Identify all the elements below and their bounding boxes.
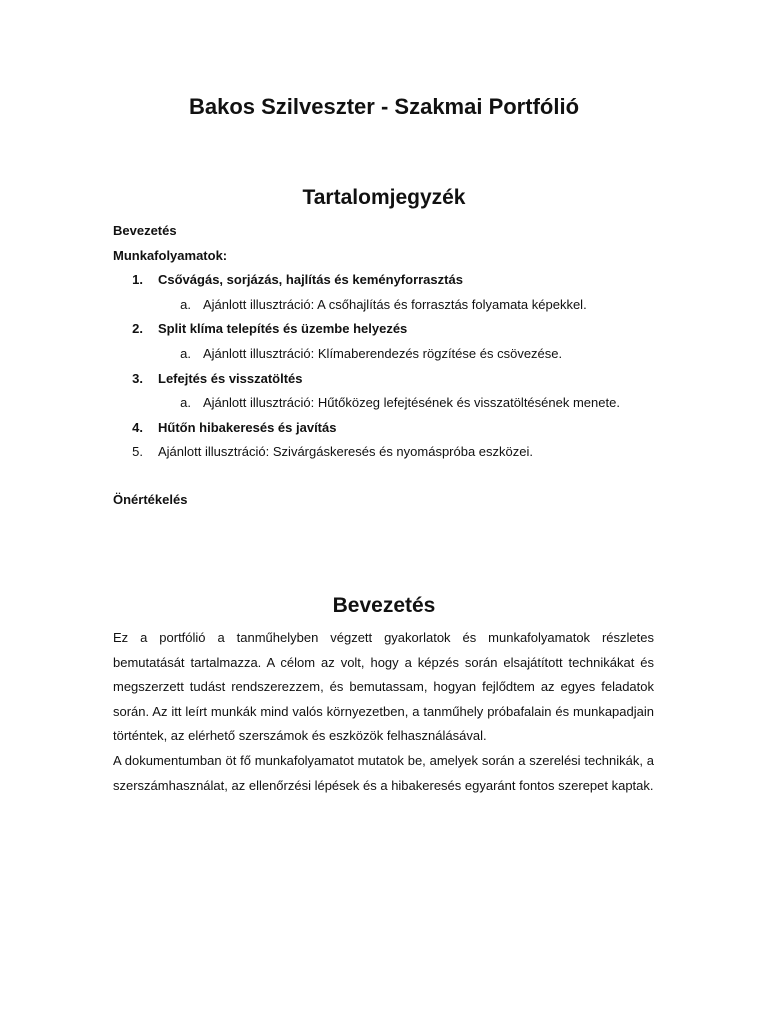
toc-item-number: 5. <box>132 444 143 460</box>
toc-item-text: Csővágás, sorjázás, hajlítás és keményforrasztás <box>158 272 463 288</box>
toc-entry-self-evaluation[interactable] <box>113 488 187 512</box>
toc-item-text: Lefejtés és visszatöltés <box>158 370 303 386</box>
toc-item-text: Ajánlott illusztráció: Szivárgáskeresés és nyomáspróba eszközei. <box>158 444 534 460</box>
toc-entry-intro[interactable] <box>113 219 673 244</box>
document-title: Bakos Szilveszter - Szakmai Portfólió <box>188 94 580 119</box>
toc-item-text: Split klíma telepítés és üzembe helyezés <box>158 321 408 337</box>
toc-item[interactable] <box>113 440 673 465</box>
toc-subitem-text: Ajánlott illusztráció: A csőhajlítás és forrasztás folyamata képekkel. <box>203 296 587 312</box>
toc-subitem[interactable] <box>113 293 673 318</box>
toc-subitem[interactable] <box>113 342 673 367</box>
table-of-contents <box>113 219 673 465</box>
toc-item-number: 1. <box>132 272 143 288</box>
toc-entry-label: Bevezetés <box>113 223 177 238</box>
toc-item-number: 2. <box>132 321 143 337</box>
intro-body <box>113 626 654 798</box>
toc-subitem-letter: a. <box>180 395 191 411</box>
toc-item[interactable] <box>113 416 673 441</box>
intro-paragraph-2: A dokumentumban öt fő munkafolyamatot mutatok be, amelyek során a szerelési technikák, a szerszámhasználat, az ellenőrzési lépések és a hibakeresés egyaránt fontos szerepet kaptak. <box>113 752 654 793</box>
toc-item-number: 3. <box>132 370 143 386</box>
toc-subitem-text: Ajánlott illusztráció: Hűtőközeg lefejtésének és visszatöltésének menete. <box>203 395 620 411</box>
section-heading-intro: Bevezetés <box>332 594 436 617</box>
toc-item[interactable] <box>113 367 673 392</box>
toc-entry-label: Önértékelés <box>113 492 188 507</box>
toc-item-text: Hűtőn hibakeresés és javítás <box>158 419 337 435</box>
intro-paragraph-1: Ez a portfólió a tanműhelyben végzett gyakorlatok és munkafolyamatok részletes bemutatását tartalmazza. A célom az volt, hogy a képzés során elsajátított technikákat és megszerzett tudást rendszerezzem, és bemutassam, hogyan fejlődtem az egyes feladatok során. Az itt leírt munkák mind valós környezetben, a tanműhely próbafalain és munkapadjain történtek, az elérhető szerszámok és eszközök felhasználásával. <box>113 630 654 744</box>
toc-entry-label: Munkafolyamatok: <box>113 247 228 263</box>
toc-subitem-text: Ajánlott illusztráció: Klímaberendezés rögzítése és csövezése. <box>203 345 563 361</box>
toc-heading: Tartalomjegyzék <box>302 186 466 209</box>
toc-subitem[interactable] <box>113 391 673 416</box>
toc-subitem-letter: a. <box>180 345 191 361</box>
toc-entry-workflows[interactable] <box>113 244 673 269</box>
toc-item[interactable] <box>113 268 673 293</box>
toc-item[interactable] <box>113 317 673 342</box>
toc-item-number: 4. <box>132 419 143 435</box>
toc-subitem-letter: a. <box>180 296 191 312</box>
